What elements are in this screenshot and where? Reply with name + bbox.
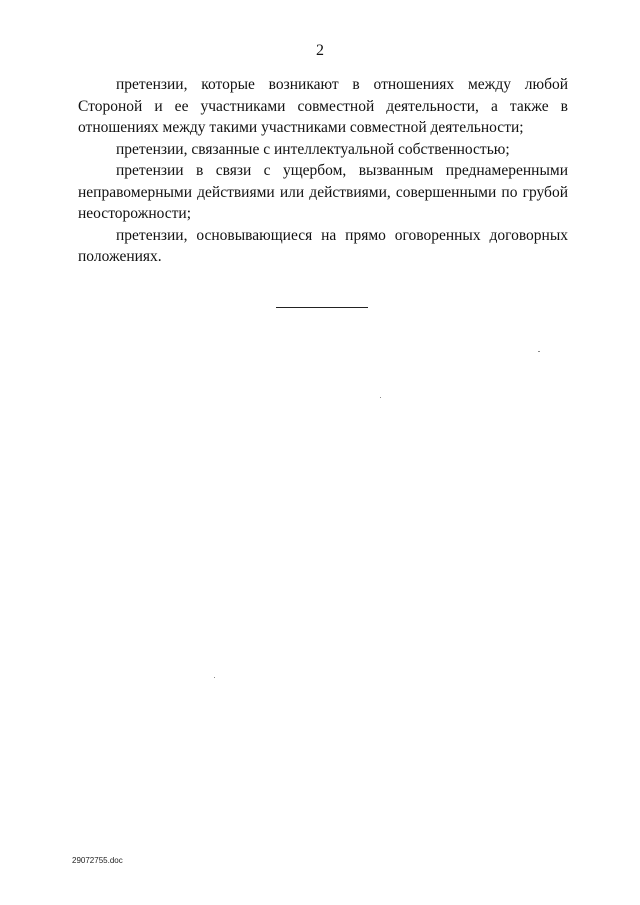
page-number: 2 [316, 42, 324, 59]
document-body [78, 74, 568, 268]
paragraph-claims-participants: претензии, которые возникают в отношениях между любой Стороной и ее участниками совместной деятельности, а также в отношениях между такими участниками совместной деятельности; [78, 76, 568, 136]
end-of-text-separator [276, 307, 368, 308]
scan-speck [380, 397, 381, 398]
scan-speck [214, 677, 215, 678]
paragraph-claims-intellectual-property: претензии, связанные с интеллектуальной собственностью; [116, 140, 510, 158]
footer-filename: 29072755.doc [72, 856, 123, 865]
paragraph-claims-contract-provisions: претензии, основывающиеся на прямо оговоренных договорных положениях. [78, 226, 568, 265]
scan-speck [538, 351, 540, 352]
paragraph-claims-damage: претензии в связи с ущербом, вызванным преднамеренными неправомерными действиями или действиями, совершенными по грубой неосторожности; [78, 162, 568, 222]
